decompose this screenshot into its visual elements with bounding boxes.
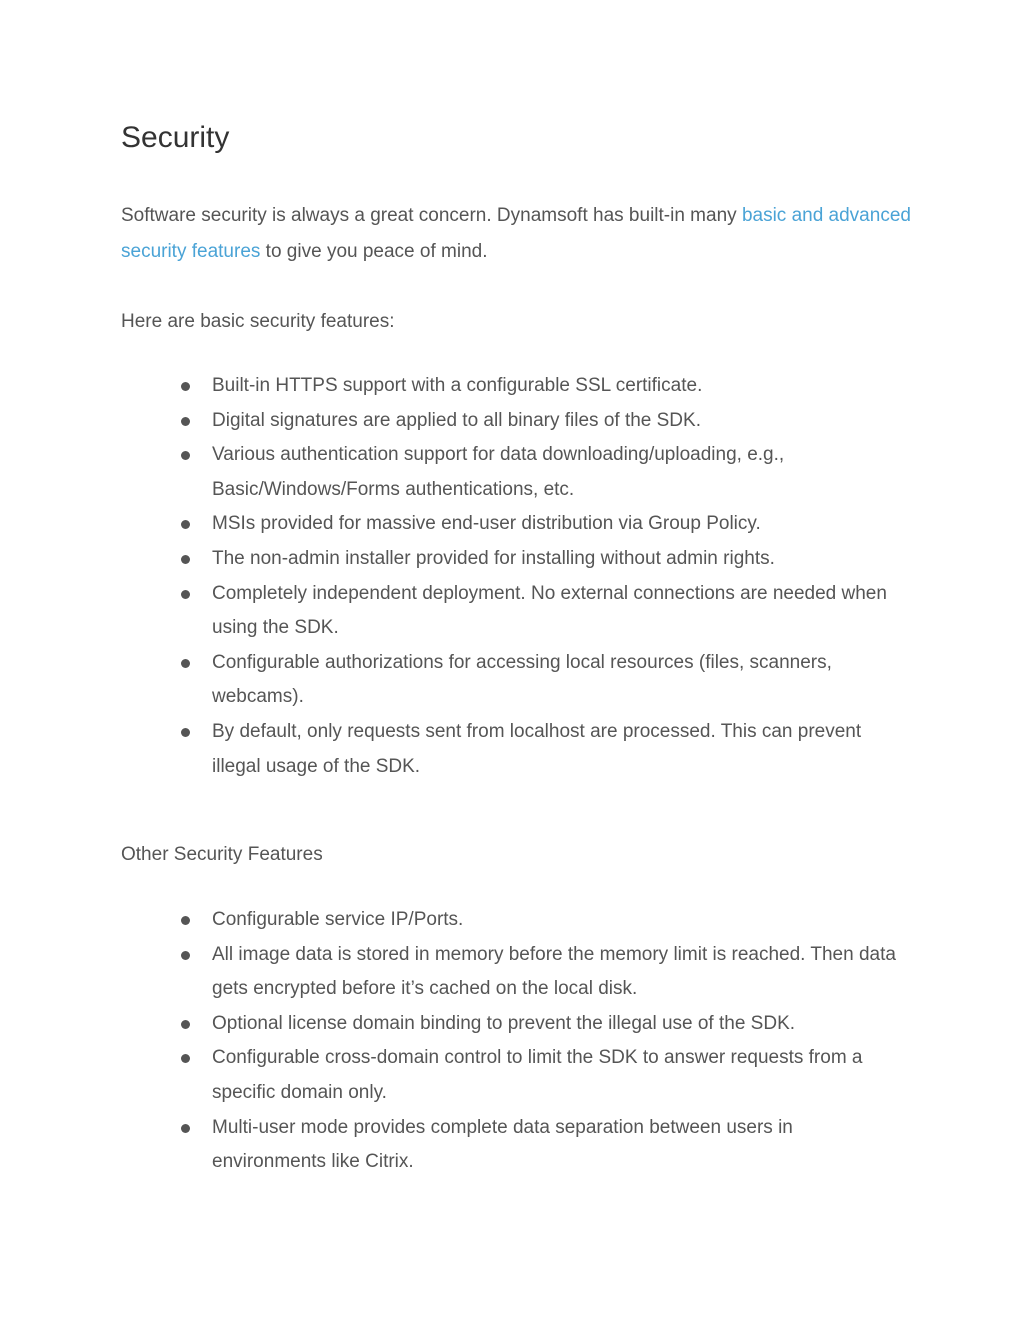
other-features-heading: Other Security Features (121, 844, 323, 865)
list-item (181, 542, 911, 577)
bullet-icon (181, 728, 190, 737)
bullet-icon (181, 382, 190, 391)
bullet-icon (181, 1054, 190, 1063)
list-item-text: Digital signatures are applied to all binary files of the SDK. (212, 409, 701, 431)
list-item-text: MSIs provided for massive end-user distribution via Group Policy. (212, 513, 761, 535)
bullet-icon (181, 659, 190, 668)
intro-text-before: Software security is always a great concern. Dynamsoft has built-in many (121, 205, 742, 226)
list-item-text: Configurable service IP/Ports. (212, 909, 464, 930)
bullet-icon (181, 1124, 190, 1133)
other-features-list (181, 903, 911, 1180)
list-item-text: All image data is stored in memory before the memory limit is reached. Then data gets encrypted before it’s cached on the local disk. (212, 943, 896, 1000)
list-item-text: Multi-user mode provides complete data separation between users in environments like Citrix. (212, 1116, 793, 1173)
intro-text-after: to give you peace of mind. (260, 241, 488, 262)
list-item-text: Configurable cross-domain control to limit the SDK to answer requests from a specific domain only. (212, 1047, 863, 1103)
list-item (181, 1007, 911, 1042)
bullet-icon (181, 417, 190, 426)
list-item (181, 507, 911, 542)
list-item (181, 577, 911, 646)
bullet-icon (181, 951, 190, 960)
basic-features-heading: Here are basic security features: (121, 311, 395, 332)
bullet-icon (181, 520, 190, 529)
list-item (181, 1041, 911, 1110)
bullet-icon (181, 1020, 190, 1029)
list-item (181, 715, 911, 784)
intro-paragraph (121, 198, 911, 270)
list-item (181, 369, 911, 404)
list-item-text: Completely independent deployment. No external connections are needed when using the SDK. (212, 582, 887, 639)
list-item (181, 903, 911, 938)
bullet-icon (181, 555, 190, 564)
list-item (181, 438, 911, 507)
list-item (181, 1111, 911, 1180)
bullet-icon (181, 451, 190, 460)
list-item-text: Configurable authorizations for accessing local resources (files, scanners, webcams). (212, 651, 832, 708)
list-item-text: Built-in HTTPS support with a configurable SSL certificate. (212, 375, 703, 396)
bullet-icon (181, 916, 190, 925)
list-item (181, 938, 911, 1007)
list-item (181, 404, 911, 439)
list-item-text: The non-admin installer provided for installing without admin rights. (212, 547, 775, 569)
list-item-text: Various authentication support for data downloading/uploading, e.g., Basic/Windows/Forms authentications, etc. (212, 444, 785, 500)
basic-features-list (181, 369, 911, 784)
security-features-link[interactable]: basic and advanced security features (121, 205, 911, 262)
list-item-text: Optional license domain binding to prevent the illegal use of the SDK. (212, 1012, 796, 1034)
list-item (181, 646, 911, 715)
list-item-text: By default, only requests sent from localhost are processed. This can prevent illegal usage of the SDK. (212, 720, 862, 777)
bullet-icon (181, 590, 190, 599)
page-title: Security (121, 121, 230, 154)
